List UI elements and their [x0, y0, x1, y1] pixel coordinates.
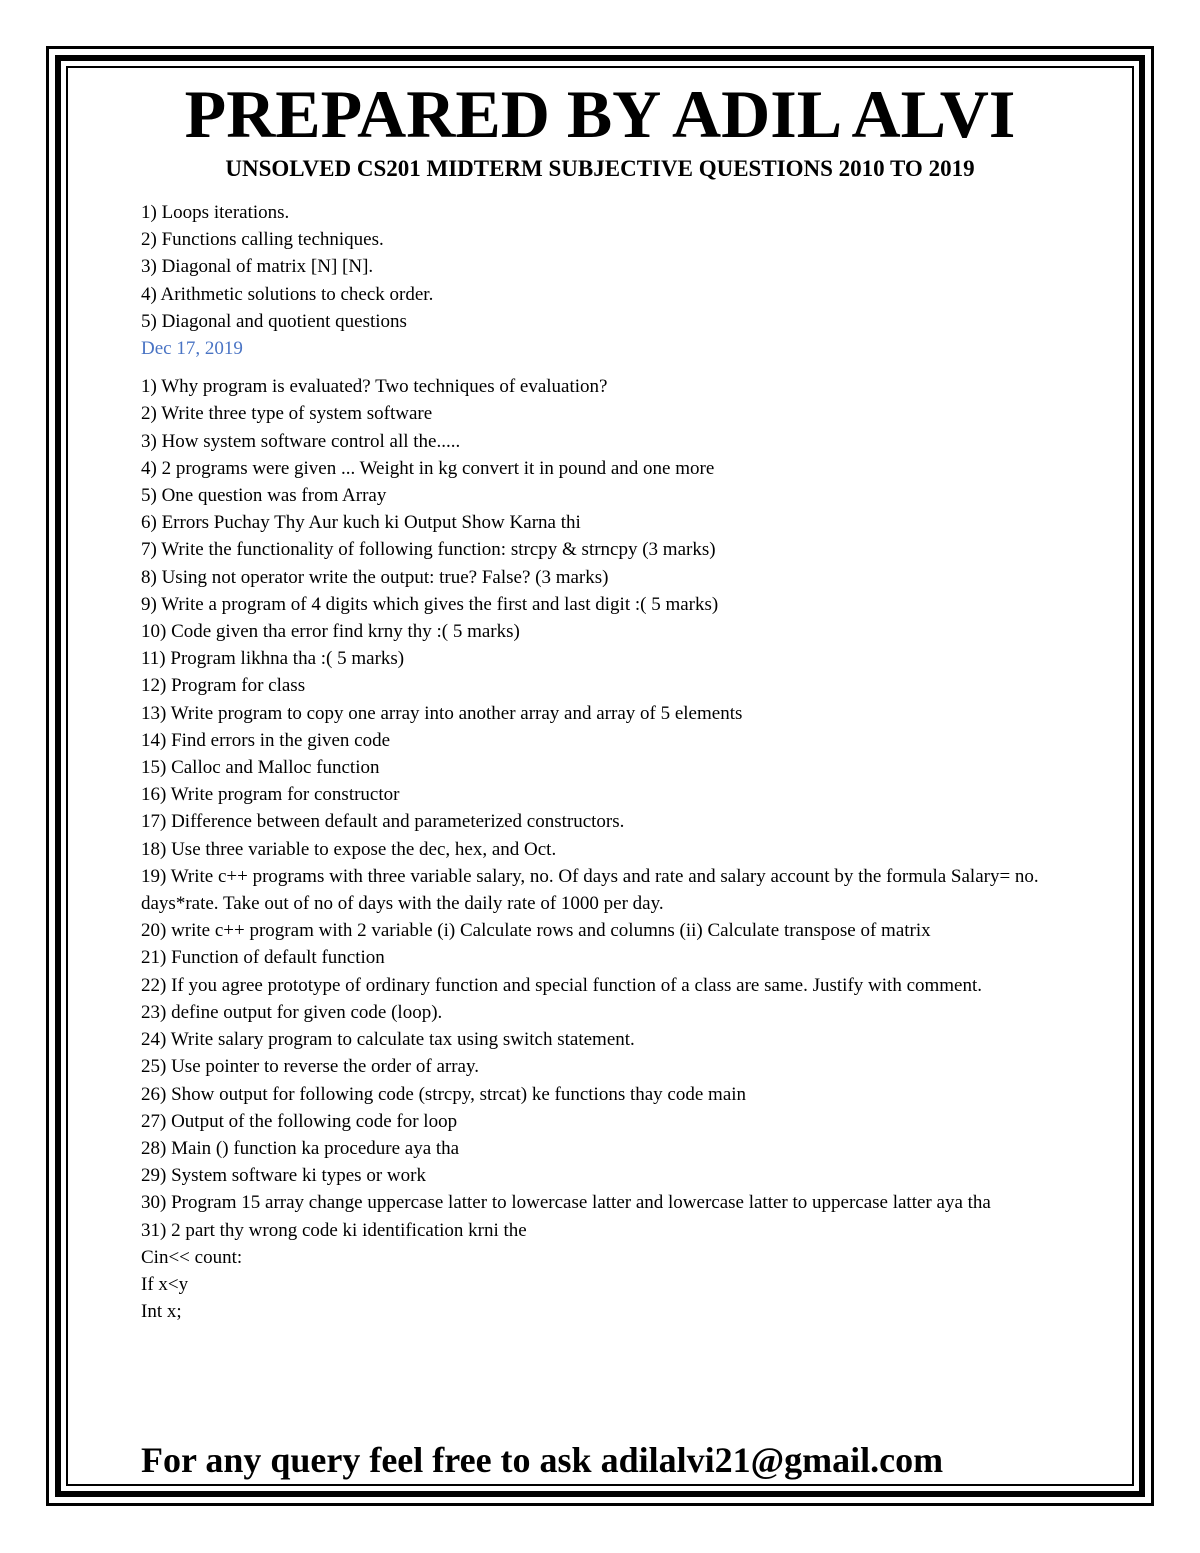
list-item: 28) Main () function ka procedure aya tha — [141, 1137, 460, 1159]
list-item: 3) Diagonal of matrix [N] [N]. — [141, 256, 374, 278]
list-item: 19) Write c++ programs with three variable salary, no. Of days and rate and salary account by the formula Salary= no. days*rate. Take out of no of days with the daily rate of 1000 per day. — [141, 865, 1044, 915]
list-item: 31) 2 part thy wrong code ki identification krni the — [141, 1219, 527, 1241]
list-item: 23) define output for given code (loop). — [141, 1001, 443, 1023]
list-item: 5) Diagonal and quotient questions — [141, 310, 407, 332]
list-item: 27) Output of the following code for loop — [141, 1110, 458, 1132]
list-item: 6) Errors Puchay Thy Aur kuch ki Output Show Karna thi — [141, 512, 581, 534]
footer-contact: For any query feel free to ask adilalvi21@gmail.com — [141, 1440, 944, 1480]
list-item: 22) If you agree prototype of ordinary function and special function of a class are same. Justify with comment. — [141, 974, 983, 996]
list-item: 7) Write the functionality of following function: strcpy & strncpy (3 marks) — [141, 539, 716, 561]
list-item: 14) Find errors in the given code — [141, 729, 391, 751]
page-title: PREPARED BY ADIL ALVI — [184, 76, 1016, 152]
code-line: Int x; — [141, 1301, 182, 1323]
list-item: 26) Show output for following code (strcpy, strcat) ke functions thay code main — [141, 1083, 747, 1105]
list-item: 5) One question was from Array — [141, 485, 387, 507]
list-item: 29) System software ki types or work — [141, 1165, 426, 1187]
question-list-1 — [141, 199, 1061, 335]
document-body — [141, 199, 1061, 1325]
list-item: 25) Use pointer to reverse the order of array. — [141, 1056, 479, 1078]
list-item: 1) Loops iterations. — [141, 202, 290, 223]
list-item: 2) Write three type of system software — [141, 403, 433, 425]
list-item: 12) Program for class — [141, 675, 306, 697]
exam-date: Dec 17, 2019 — [141, 338, 243, 360]
list-item: 15) Calloc and Malloc function — [141, 757, 380, 779]
list-item: 3) How system software control all the..... — [141, 430, 461, 452]
list-item: 1) Why program is evaluated? Two techniques of evaluation? — [141, 376, 608, 398]
list-item: 17) Difference between default and parameterized constructors. — [141, 811, 625, 833]
list-item: 4) 2 programs were given ... Weight in kg convert it in pound and one more — [141, 457, 715, 479]
list-item: 13) Write program to copy one array into another array and array of 5 elements — [141, 702, 743, 724]
list-item: 20) write c++ program with 2 variable (i) Calculate rows and columns (ii) Calculate transpose of matrix — [141, 920, 931, 942]
list-item: 8) Using not operator write the output: true? False? (3 marks) — [141, 566, 609, 588]
code-line: If x<y — [141, 1273, 189, 1295]
list-item: 18) Use three variable to expose the dec, hex, and Oct. — [141, 838, 557, 860]
list-item: 21) Function of default function — [141, 947, 385, 969]
code-line: Cin<< count: — [141, 1246, 243, 1268]
question-list-2 — [141, 373, 1061, 1325]
list-item: 4) Arithmetic solutions to check order. — [141, 283, 434, 305]
list-item: 2) Functions calling techniques. — [141, 229, 384, 251]
list-item: 24) Write salary program to calculate tax using switch statement. — [141, 1029, 635, 1051]
list-item: 10) Code given tha error find krny thy :( 5 marks) — [141, 621, 520, 643]
list-item: 16) Write program for constructor — [141, 784, 400, 806]
page-subtitle: UNSOLVED CS201 MIDTERM SUBJECTIVE QUESTIONS 2010 TO 2019 — [225, 156, 975, 181]
list-item: 11) Program likhna tha :( 5 marks) — [141, 648, 405, 670]
list-item: 30) Program 15 array change uppercase latter to lowercase latter and lowercase latter to uppercase latter aya tha — [141, 1192, 991, 1214]
list-item: 9) Write a program of 4 digits which gives the first and last digit :( 5 marks) — [141, 593, 719, 615]
